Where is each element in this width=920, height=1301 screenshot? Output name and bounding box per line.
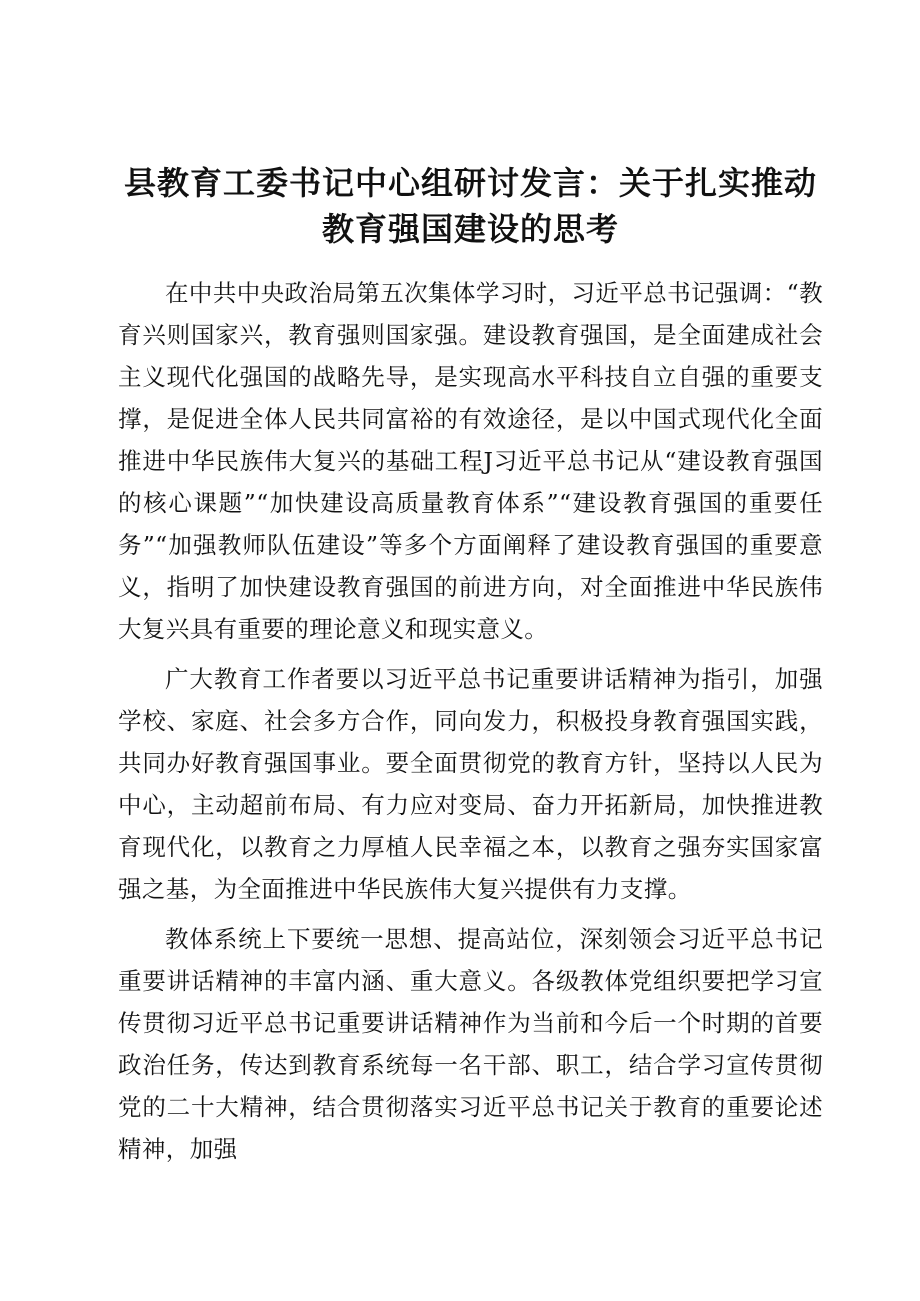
document-body bbox=[118, 160, 823, 1178]
paragraph-2: 广大教育工作者要以习近平总书记重要讲话精神为指引，加强学校、家庭、社会多方合作，同向发力，积极投身教育强国实践，共同办好教育强国事业。要全面贯彻党的教育方针，坚持以人民为中心，主动超前布局、有力应对变局、奋力开拓新局，加快推进教育现代化，以教育之力厚植人民幸福之本，以教育之强夯实国家富强之基，为全面推进中华民族伟大复兴提供有力支撑。 bbox=[118, 665, 823, 903]
paragraph-3: 教体系统上下要统一思想、提高站位，深刻领会习近平总书记重要讲话精神的丰富内涵、重大意义。各级教体党组织要把学习宣传贯彻习近平总书记重要讲话精神作为当前和今后一个时期的首要政治任务，传达到教育系统每一名干部、职工，结合学习宣传贯彻党的二十大精神，结合贯彻落实习近平总书记关于教育的重要论述精神，加强 bbox=[118, 925, 823, 1163]
document-title: 县教育工委书记中心组研讨发言：关于扎实推动教育强国建设的思考 bbox=[123, 164, 817, 248]
paragraph-1: 在中共中央政治局第五次集体学习时，习近平总书记强调：“教育兴则国家兴，教育强则国家强。建设教育强国，是全面建成社会主义现代化强国的战略先导，是实现高水平科技自立自强的重要支撑，是促进全体人民共同富裕的有效途径，是以中国式现代化全面推进中华民族伟大复兴的基础工程J习近平总书记从“建设教育强国的核心课题”“加快建设高质量教育体系”“建设教育强国的重要任务”“加强教师队伍建设”等多个方面阐释了建设教育强国的重要意义，指明了加快建设教育强国的前进方向，对全面推进中华民族伟大复兴具有重要的理论意义和现实意义。 bbox=[118, 279, 823, 643]
